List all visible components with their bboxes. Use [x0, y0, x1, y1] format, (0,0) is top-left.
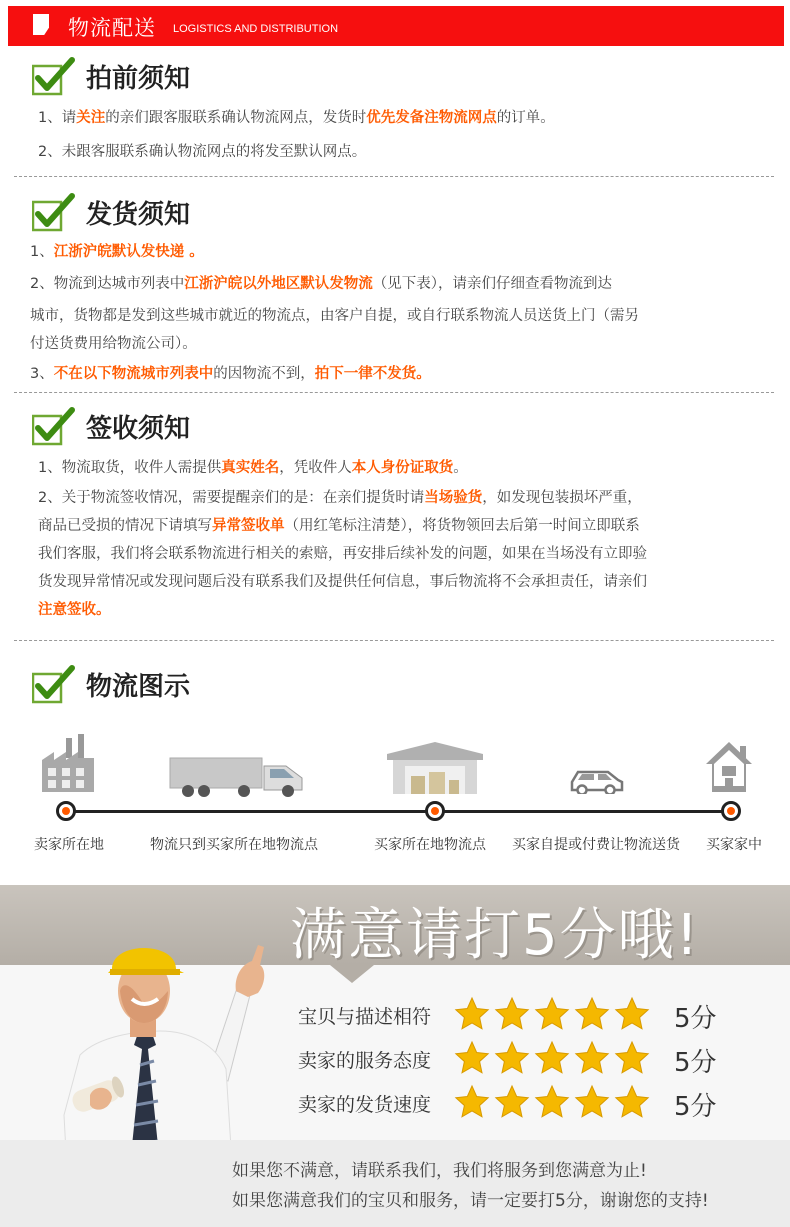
- star-icon: [536, 998, 568, 1029]
- section-title: 物流图示: [86, 672, 191, 702]
- divider: [14, 392, 774, 393]
- flow-line: [64, 810, 734, 813]
- section-title: 拍前须知: [86, 64, 191, 94]
- star-icon: [456, 1086, 488, 1117]
- rating-title: 满意请打5分哦!: [290, 903, 701, 968]
- star-icon: [616, 998, 648, 1029]
- star-icon: [496, 1086, 528, 1117]
- checkmark-icon: [32, 56, 76, 96]
- rating-panel: [0, 885, 790, 1227]
- star-icon: [576, 1086, 608, 1117]
- warehouse-icon: [385, 740, 485, 796]
- receipt-item-2: 2、关于物流签收情况，需要提醒亲们的是：在亲们提货时请当场验货，如发现包装损坏严重，: [38, 490, 642, 506]
- footer-line-1: 如果您不满意，请联系我们，我们将服务到您满意为止!: [232, 1161, 647, 1181]
- checkmark-icon: [32, 664, 76, 704]
- banner-title: 物流配送: [68, 16, 156, 40]
- star-icon: [576, 998, 608, 1029]
- flow-step-label: 卖家所在地: [34, 837, 104, 853]
- receipt-item-2-line2: 商品已受损的情况下请填写异常签收单（用红笔标注清楚），将货物领回去后第一时间立即联系: [38, 518, 640, 534]
- top-banner: [8, 6, 784, 46]
- rating-label: 卖家的服务态度: [298, 1050, 432, 1072]
- before-buy-item-1: 1、请关注的亲们跟客服联系确认物流网点，发货时优先发备注物流网点的订单。: [38, 110, 555, 126]
- rating-score: 5分: [674, 1092, 717, 1122]
- factory-icon: [40, 734, 96, 794]
- flow-dot: [425, 801, 445, 821]
- car-icon: [568, 764, 624, 794]
- flag-icon: [33, 14, 49, 35]
- footer-line-2: 如果您满意我们的宝贝和服务，请一定要打5分，谢谢您的支持!: [232, 1191, 709, 1211]
- flow-step-label: 买家家中: [706, 837, 762, 853]
- house-icon: [704, 740, 754, 794]
- flow-dot: [721, 801, 741, 821]
- divider: [14, 640, 774, 641]
- rating-score: 5分: [674, 1048, 717, 1078]
- flow-step-label: 买家所在地物流点: [374, 837, 486, 853]
- star-rating: [454, 1038, 654, 1078]
- shipping-item-2-end: 付送货费用给物流公司）。: [30, 336, 197, 352]
- star-icon: [496, 1042, 528, 1073]
- star-icon: [536, 1086, 568, 1117]
- star-icon: [456, 998, 488, 1029]
- star-icon: [616, 1042, 648, 1073]
- checkmark-icon: [32, 192, 76, 232]
- shipping-item-2-cont: 城市，货物都是发到这些城市就近的物流点，由客户自提，或自行联系物流人员送货上门（需另: [30, 308, 639, 324]
- receipt-item-2-line4: 货发现异常情况或发现问题后没有联系我们及提供任何信息，事后物流将不会承担责任，请亲们: [38, 574, 647, 590]
- rating-footer: [0, 1140, 790, 1227]
- truck-icon: [168, 756, 308, 798]
- star-icon: [536, 1042, 568, 1073]
- flow-dot: [56, 801, 76, 821]
- receipt-item-2-line3: 我们客服，我们将会联系物流进行相关的索赔，再安排后续补发的问题，如果在当场没有立即验: [38, 546, 647, 562]
- before-buy-item-2: 2、未跟客服联系确认物流网点的将发至默认网点。: [38, 144, 367, 160]
- rating-label: 宝贝与描述相符: [298, 1006, 432, 1028]
- receipt-item-1: 1、物流取货，收件人需提供真实姓名，凭收件人本人身份证取货。: [38, 460, 468, 476]
- star-rating: [454, 994, 654, 1034]
- section-title: 发货须知: [86, 200, 191, 230]
- rating-label: 卖家的发货速度: [298, 1094, 432, 1116]
- shipping-item-1: 1、江浙沪皖默认发快递 。: [30, 244, 204, 260]
- star-icon: [616, 1086, 648, 1117]
- shipping-item-2: 2、物流到达城市列表中江浙沪皖以外地区默认发物流（见下表），请亲们仔细查看物流到达: [30, 276, 612, 292]
- rating-score: 5分: [674, 1004, 717, 1034]
- star-rating: [454, 1082, 654, 1122]
- star-icon: [496, 998, 528, 1029]
- banner-subtitle: LOGISTICS AND DISTRIBUTION: [173, 23, 339, 35]
- section-title: 签收须知: [86, 414, 191, 444]
- flow-step-label: 买家自提或付费让物流送货: [512, 837, 680, 853]
- shipping-item-3: 3、不在以下物流城市列表中的因物流不到，拍下一律不发货。: [30, 366, 431, 382]
- star-icon: [576, 1042, 608, 1073]
- divider: [14, 176, 774, 177]
- star-icon: [456, 1042, 488, 1073]
- flow-step-label: 物流只到买家所在地物流点: [150, 837, 318, 853]
- checkmark-icon: [32, 406, 76, 446]
- receipt-item-2-line5: 注意签收。: [38, 602, 111, 618]
